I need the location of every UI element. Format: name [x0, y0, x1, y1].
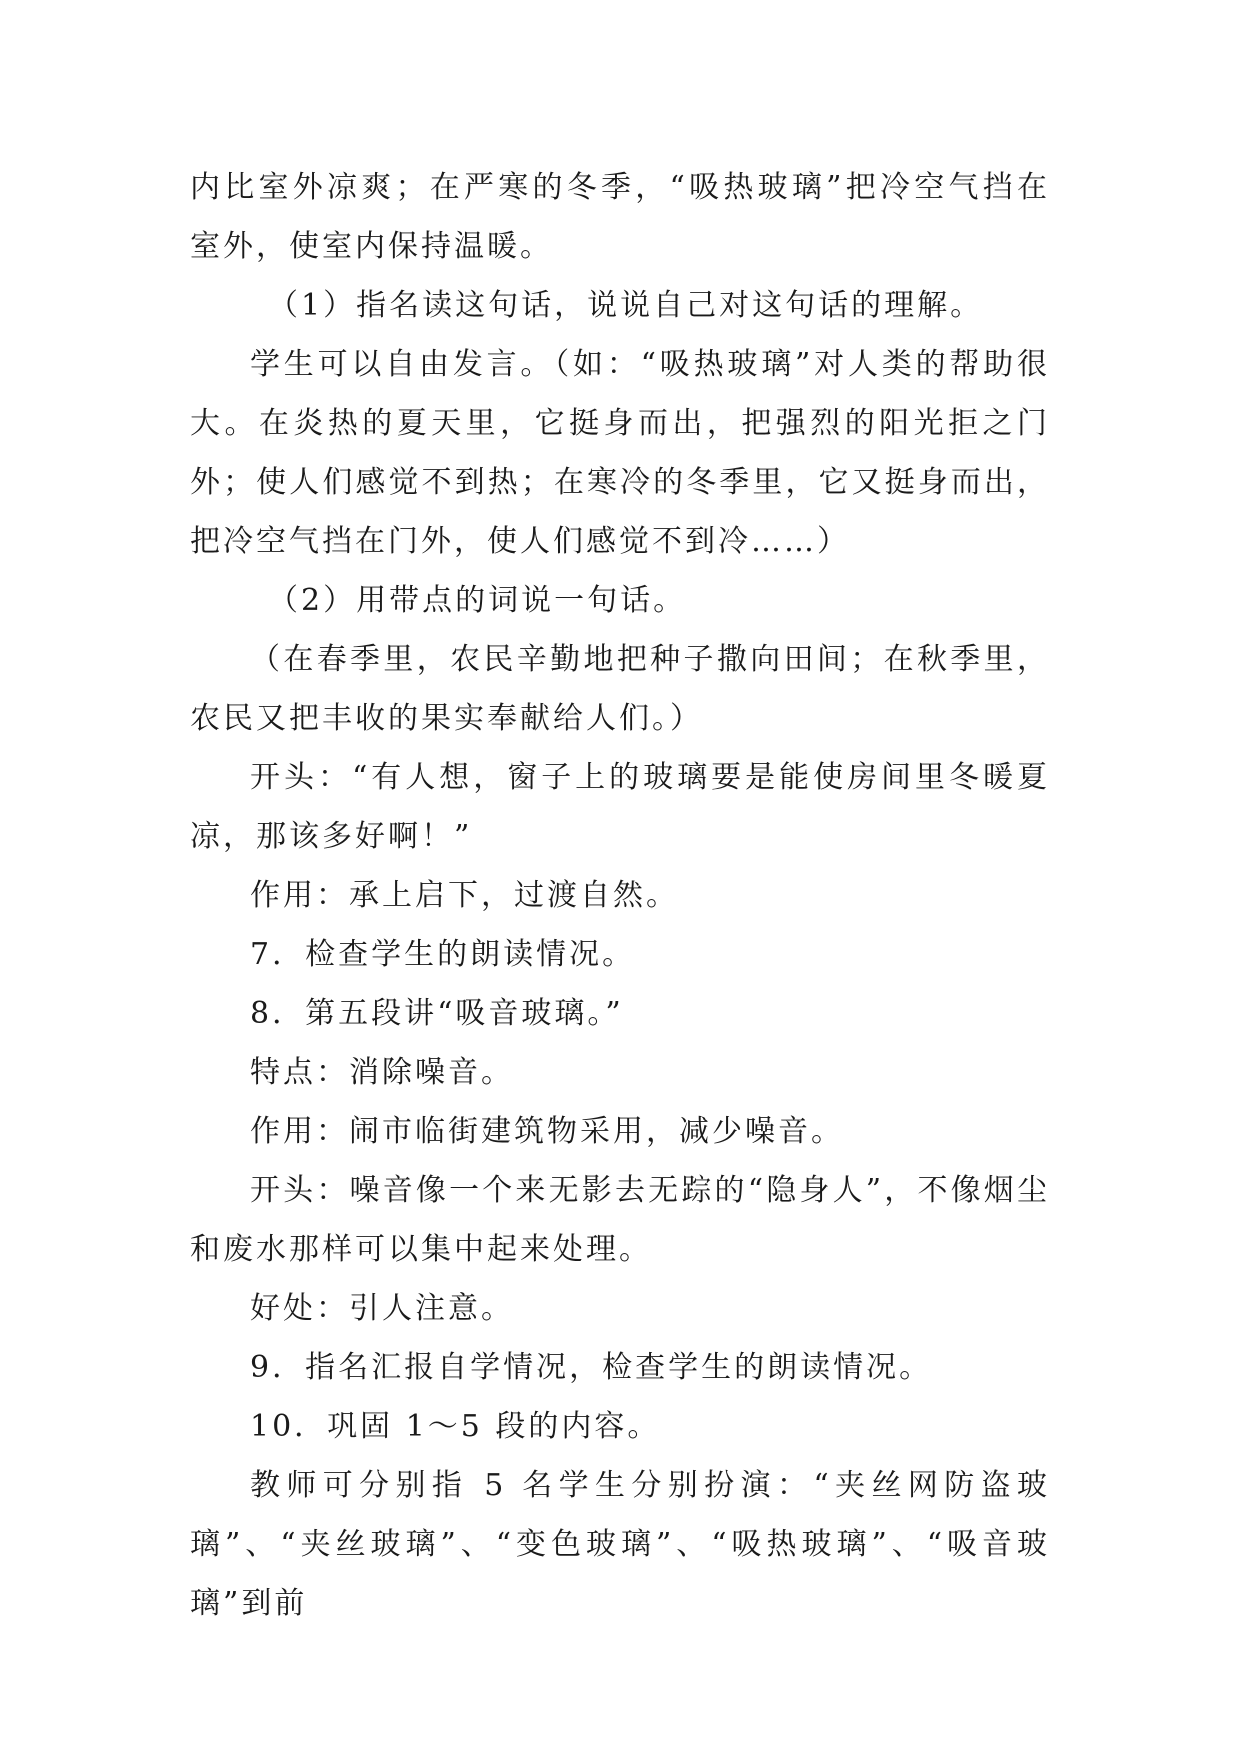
paragraph: 好处：引人注意。 — [250, 1291, 514, 1326]
paragraph: 内比室外凉爽；在严寒的冬季，“吸热玻璃”把冷空气挡在室外，使室内保持温暖。 — [190, 170, 1050, 264]
document-body — [190, 158, 1050, 1633]
paragraph: 开头：噪音像一个来无影去无踪的“隐身人”，不像烟尘和废水那样可以集中起来处理。 — [190, 1173, 1050, 1267]
paragraph: 教师可分别指 5 名学生分别扮演：“夹丝网防盗玻璃”、“夹丝玻璃”、“变色玻璃”、“吸热玻璃”、“吸音玻璃”到前 — [190, 1468, 1050, 1621]
paragraph: 开头：“有人想，窗子上的玻璃要是能使房间里冬暖夏凉，那该多好啊！” — [190, 760, 1050, 854]
paragraph: 作用：闹市临街建筑物采用，减少噪音。 — [250, 1114, 844, 1149]
paragraph: 学生可以自由发言。（如：“吸热玻璃”对人类的帮助很大。在炎热的夏天里，它挺身而出，把强烈的阳光拒之门外；使人们感觉不到热；在寒冷的冬季里，它又挺身而出，把冷空气挡在门外，使人们感觉不到冷……） — [190, 347, 1050, 559]
paragraph: 特点：消除噪音。 — [250, 1055, 514, 1090]
paragraph: （1）指名读这句话，说说自己对这句话的理解。 — [268, 288, 984, 323]
paragraph: （2）用带点的词说一句话。 — [268, 583, 687, 618]
paragraph: 8．第五段讲“吸音玻璃。” — [250, 996, 624, 1031]
paragraph: 10．巩固 1～5 段的内容。 — [250, 1409, 661, 1444]
paragraph: 作用：承上启下，过渡自然。 — [250, 878, 679, 913]
paragraph: （在春季里，农民辛勤地把种子撒向田间；在秋季里，农民又把丰收的果实奉献给人们。） — [190, 642, 1050, 736]
paragraph: 7．检查学生的朗读情况。 — [250, 937, 636, 972]
paragraph: 9．指名汇报自学情况，检查学生的朗读情况。 — [250, 1350, 933, 1385]
